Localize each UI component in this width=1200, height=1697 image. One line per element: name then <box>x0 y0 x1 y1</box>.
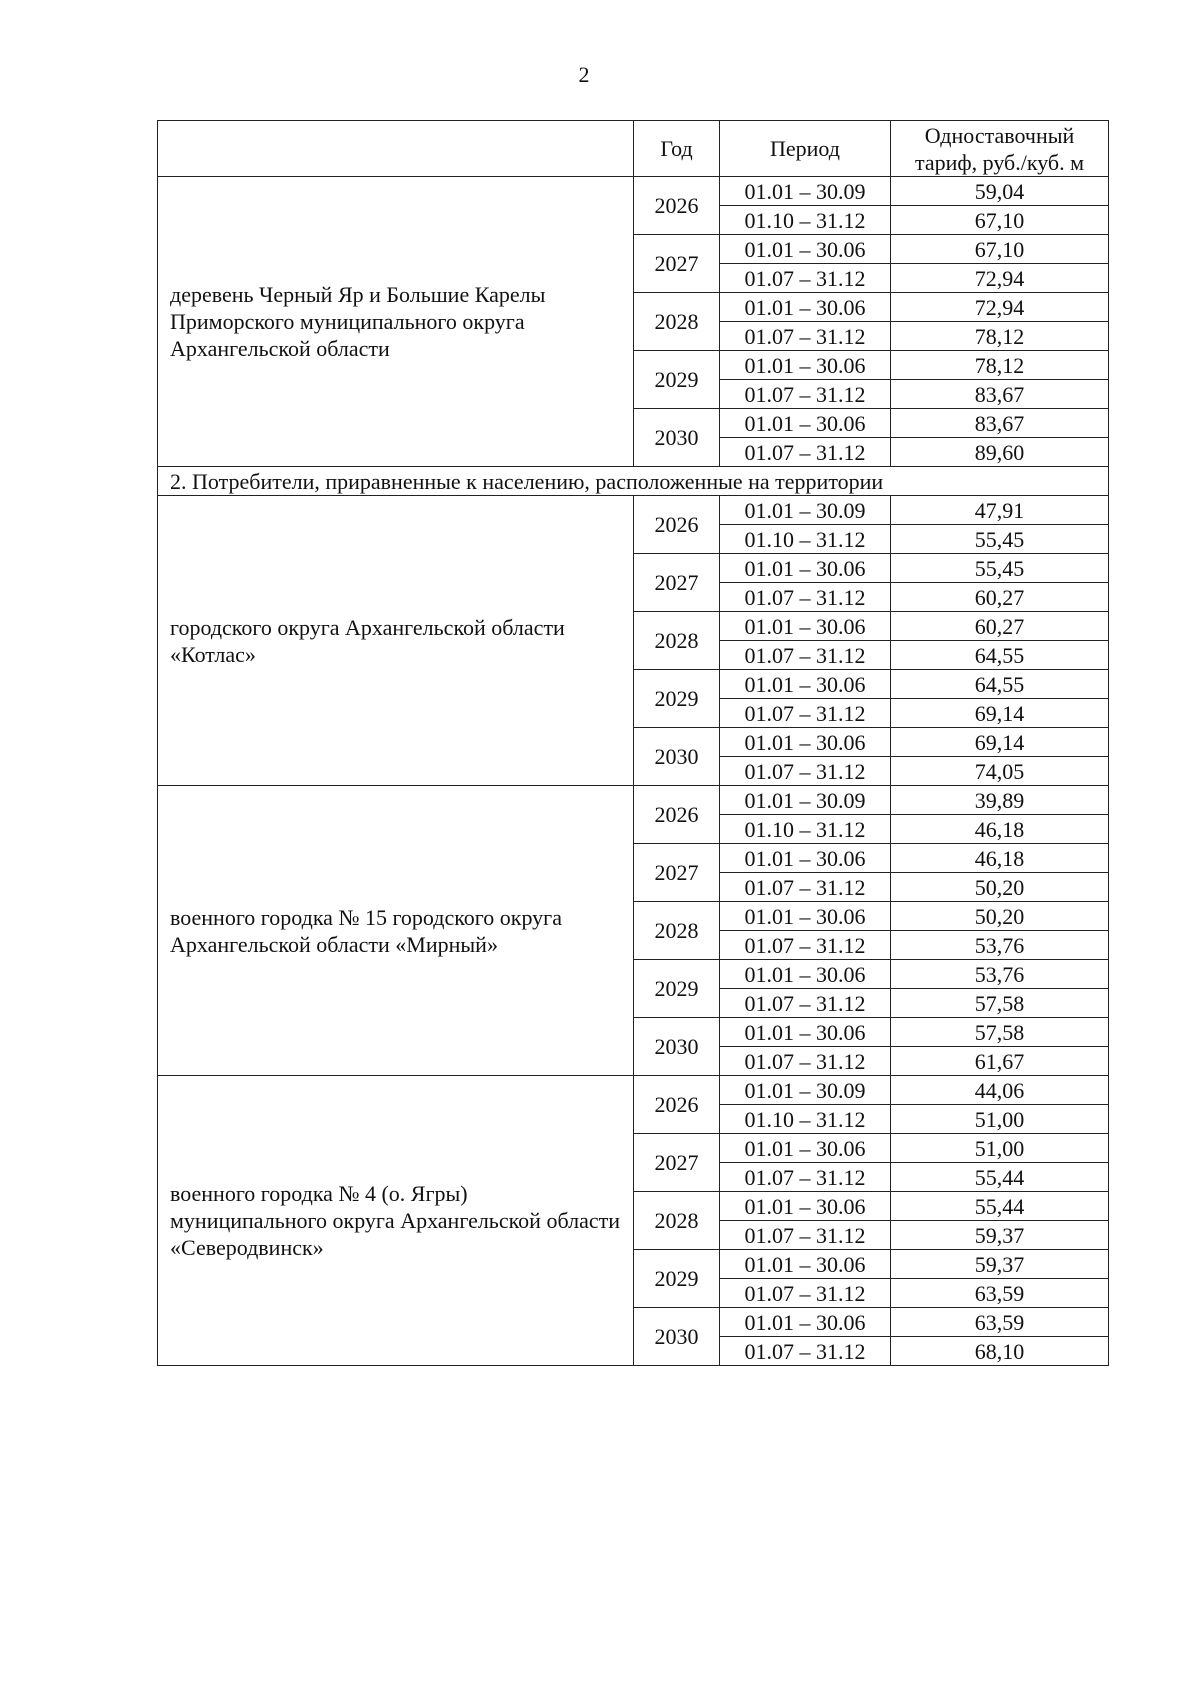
tariff-value-cell: 60,27 <box>891 612 1109 641</box>
tariff-value-cell: 78,12 <box>891 322 1109 351</box>
period-cell: 01.01 – 30.06 <box>720 1250 891 1279</box>
table-row <box>158 1076 1109 1105</box>
period-cell: 01.07 – 31.12 <box>720 699 891 728</box>
year-cell: 2029 <box>634 1250 720 1308</box>
tariff-value-cell: 68,10 <box>891 1337 1109 1366</box>
table-row <box>158 496 1109 525</box>
period-cell: 01.07 – 31.12 <box>720 583 891 612</box>
header-tariff: Одноставочный тариф, руб./куб. м <box>891 121 1109 177</box>
year-cell: 2027 <box>634 844 720 902</box>
period-cell: 01.07 – 31.12 <box>720 641 891 670</box>
place-name: военного городка № 4 (о. Ягры) муниципального округа Архангельской области «Северодвинск» <box>158 1076 634 1366</box>
year-cell: 2030 <box>634 409 720 467</box>
tariff-value-cell: 69,14 <box>891 699 1109 728</box>
tariff-value-cell: 64,55 <box>891 641 1109 670</box>
year-cell: 2027 <box>634 1134 720 1192</box>
tariff-value-cell: 57,58 <box>891 989 1109 1018</box>
period-cell: 01.01 – 30.06 <box>720 409 891 438</box>
tariff-value-cell: 59,37 <box>891 1250 1109 1279</box>
tariff-value-cell: 83,67 <box>891 380 1109 409</box>
place-name: военного городка № 15 городского округа Архангельской области «Мирный» <box>158 786 634 1076</box>
period-cell: 01.01 – 30.06 <box>720 902 891 931</box>
year-cell: 2026 <box>634 1076 720 1134</box>
tariff-value-cell: 63,59 <box>891 1308 1109 1337</box>
tariff-value-cell: 55,45 <box>891 525 1109 554</box>
tariff-value-cell: 60,27 <box>891 583 1109 612</box>
period-cell: 01.07 – 31.12 <box>720 438 891 467</box>
period-cell: 01.01 – 30.09 <box>720 786 891 815</box>
year-cell: 2026 <box>634 496 720 554</box>
tariff-value-cell: 64,55 <box>891 670 1109 699</box>
period-cell: 01.10 – 31.12 <box>720 206 891 235</box>
year-cell: 2028 <box>634 902 720 960</box>
tariff-value-cell: 69,14 <box>891 728 1109 757</box>
tariff-value-cell: 61,67 <box>891 1047 1109 1076</box>
tariff-value-cell: 57,58 <box>891 1018 1109 1047</box>
period-cell: 01.07 – 31.12 <box>720 873 891 902</box>
year-cell: 2029 <box>634 960 720 1018</box>
tariff-value-cell: 51,00 <box>891 1134 1109 1163</box>
tariff-value-cell: 59,37 <box>891 1221 1109 1250</box>
place-name: деревень Черный Яр и Большие Карелы Приморского муниципального округа Архангельской области <box>158 177 634 467</box>
tariff-value-cell: 59,04 <box>891 177 1109 206</box>
table-row <box>158 786 1109 815</box>
tariff-value-cell: 46,18 <box>891 815 1109 844</box>
period-cell: 01.01 – 30.06 <box>720 670 891 699</box>
tariff-value-cell: 67,10 <box>891 206 1109 235</box>
period-cell: 01.01 – 30.06 <box>720 1192 891 1221</box>
period-cell: 01.07 – 31.12 <box>720 1047 891 1076</box>
period-cell: 01.01 – 30.06 <box>720 293 891 322</box>
table-header-row <box>158 121 1109 177</box>
period-cell: 01.01 – 30.06 <box>720 728 891 757</box>
period-cell: 01.10 – 31.12 <box>720 525 891 554</box>
year-cell: 2030 <box>634 728 720 786</box>
section-title: 2. Потребители, приравненные к населению, расположенные на территории <box>158 467 1109 496</box>
header-period: Период <box>720 121 891 177</box>
tariff-value-cell: 55,44 <box>891 1192 1109 1221</box>
tariff-value-cell: 50,20 <box>891 873 1109 902</box>
table-row <box>158 177 1109 206</box>
year-cell: 2028 <box>634 1192 720 1250</box>
tariff-value-cell: 51,00 <box>891 1105 1109 1134</box>
year-cell: 2029 <box>634 670 720 728</box>
tariff-value-cell: 78,12 <box>891 351 1109 380</box>
period-cell: 01.10 – 31.12 <box>720 1105 891 1134</box>
tariff-value-cell: 55,45 <box>891 554 1109 583</box>
period-cell: 01.01 – 30.06 <box>720 960 891 989</box>
period-cell: 01.07 – 31.12 <box>720 264 891 293</box>
year-cell: 2030 <box>634 1018 720 1076</box>
tariff-value-cell: 53,76 <box>891 960 1109 989</box>
year-cell: 2027 <box>634 554 720 612</box>
period-cell: 01.07 – 31.12 <box>720 931 891 960</box>
tariff-value-cell: 67,10 <box>891 235 1109 264</box>
year-cell: 2026 <box>634 177 720 235</box>
period-cell: 01.07 – 31.12 <box>720 989 891 1018</box>
section-title-row <box>158 467 1109 496</box>
tariff-value-cell: 50,20 <box>891 902 1109 931</box>
tariff-value-cell: 53,76 <box>891 931 1109 960</box>
period-cell: 01.01 – 30.06 <box>720 554 891 583</box>
year-cell: 2029 <box>634 351 720 409</box>
period-cell: 01.07 – 31.12 <box>720 757 891 786</box>
tariff-value-cell: 55,44 <box>891 1163 1109 1192</box>
period-cell: 01.01 – 30.06 <box>720 844 891 873</box>
year-cell: 2026 <box>634 786 720 844</box>
period-cell: 01.01 – 30.06 <box>720 235 891 264</box>
year-cell: 2028 <box>634 612 720 670</box>
header-place <box>158 121 634 177</box>
page-number: 2 <box>578 62 590 87</box>
place-name: городского округа Архангельской области «Котлас» <box>158 496 634 786</box>
period-cell: 01.01 – 30.06 <box>720 351 891 380</box>
period-cell: 01.07 – 31.12 <box>720 1163 891 1192</box>
tariff-value-cell: 63,59 <box>891 1279 1109 1308</box>
period-cell: 01.01 – 30.09 <box>720 496 891 525</box>
tariff-value-cell: 44,06 <box>891 1076 1109 1105</box>
header-year: Год <box>634 121 720 177</box>
table-body <box>158 177 1109 1366</box>
period-cell: 01.07 – 31.12 <box>720 322 891 351</box>
period-cell: 01.01 – 30.06 <box>720 1308 891 1337</box>
period-cell: 01.01 – 30.06 <box>720 1018 891 1047</box>
period-cell: 01.07 – 31.12 <box>720 1279 891 1308</box>
tariff-value-cell: 72,94 <box>891 264 1109 293</box>
period-cell: 01.01 – 30.09 <box>720 177 891 206</box>
year-cell: 2030 <box>634 1308 720 1366</box>
period-cell: 01.01 – 30.06 <box>720 612 891 641</box>
tariff-table <box>157 120 1109 1366</box>
year-cell: 2028 <box>634 293 720 351</box>
tariff-value-cell: 89,60 <box>891 438 1109 467</box>
period-cell: 01.01 – 30.09 <box>720 1076 891 1105</box>
period-cell: 01.01 – 30.06 <box>720 1134 891 1163</box>
tariff-value-cell: 74,05 <box>891 757 1109 786</box>
tariff-value-cell: 39,89 <box>891 786 1109 815</box>
tariff-value-cell: 83,67 <box>891 409 1109 438</box>
period-cell: 01.07 – 31.12 <box>720 1337 891 1366</box>
year-cell: 2027 <box>634 235 720 293</box>
period-cell: 01.07 – 31.12 <box>720 1221 891 1250</box>
period-cell: 01.10 – 31.12 <box>720 815 891 844</box>
tariff-value-cell: 46,18 <box>891 844 1109 873</box>
tariff-value-cell: 47,91 <box>891 496 1109 525</box>
period-cell: 01.07 – 31.12 <box>720 380 891 409</box>
tariff-value-cell: 72,94 <box>891 293 1109 322</box>
